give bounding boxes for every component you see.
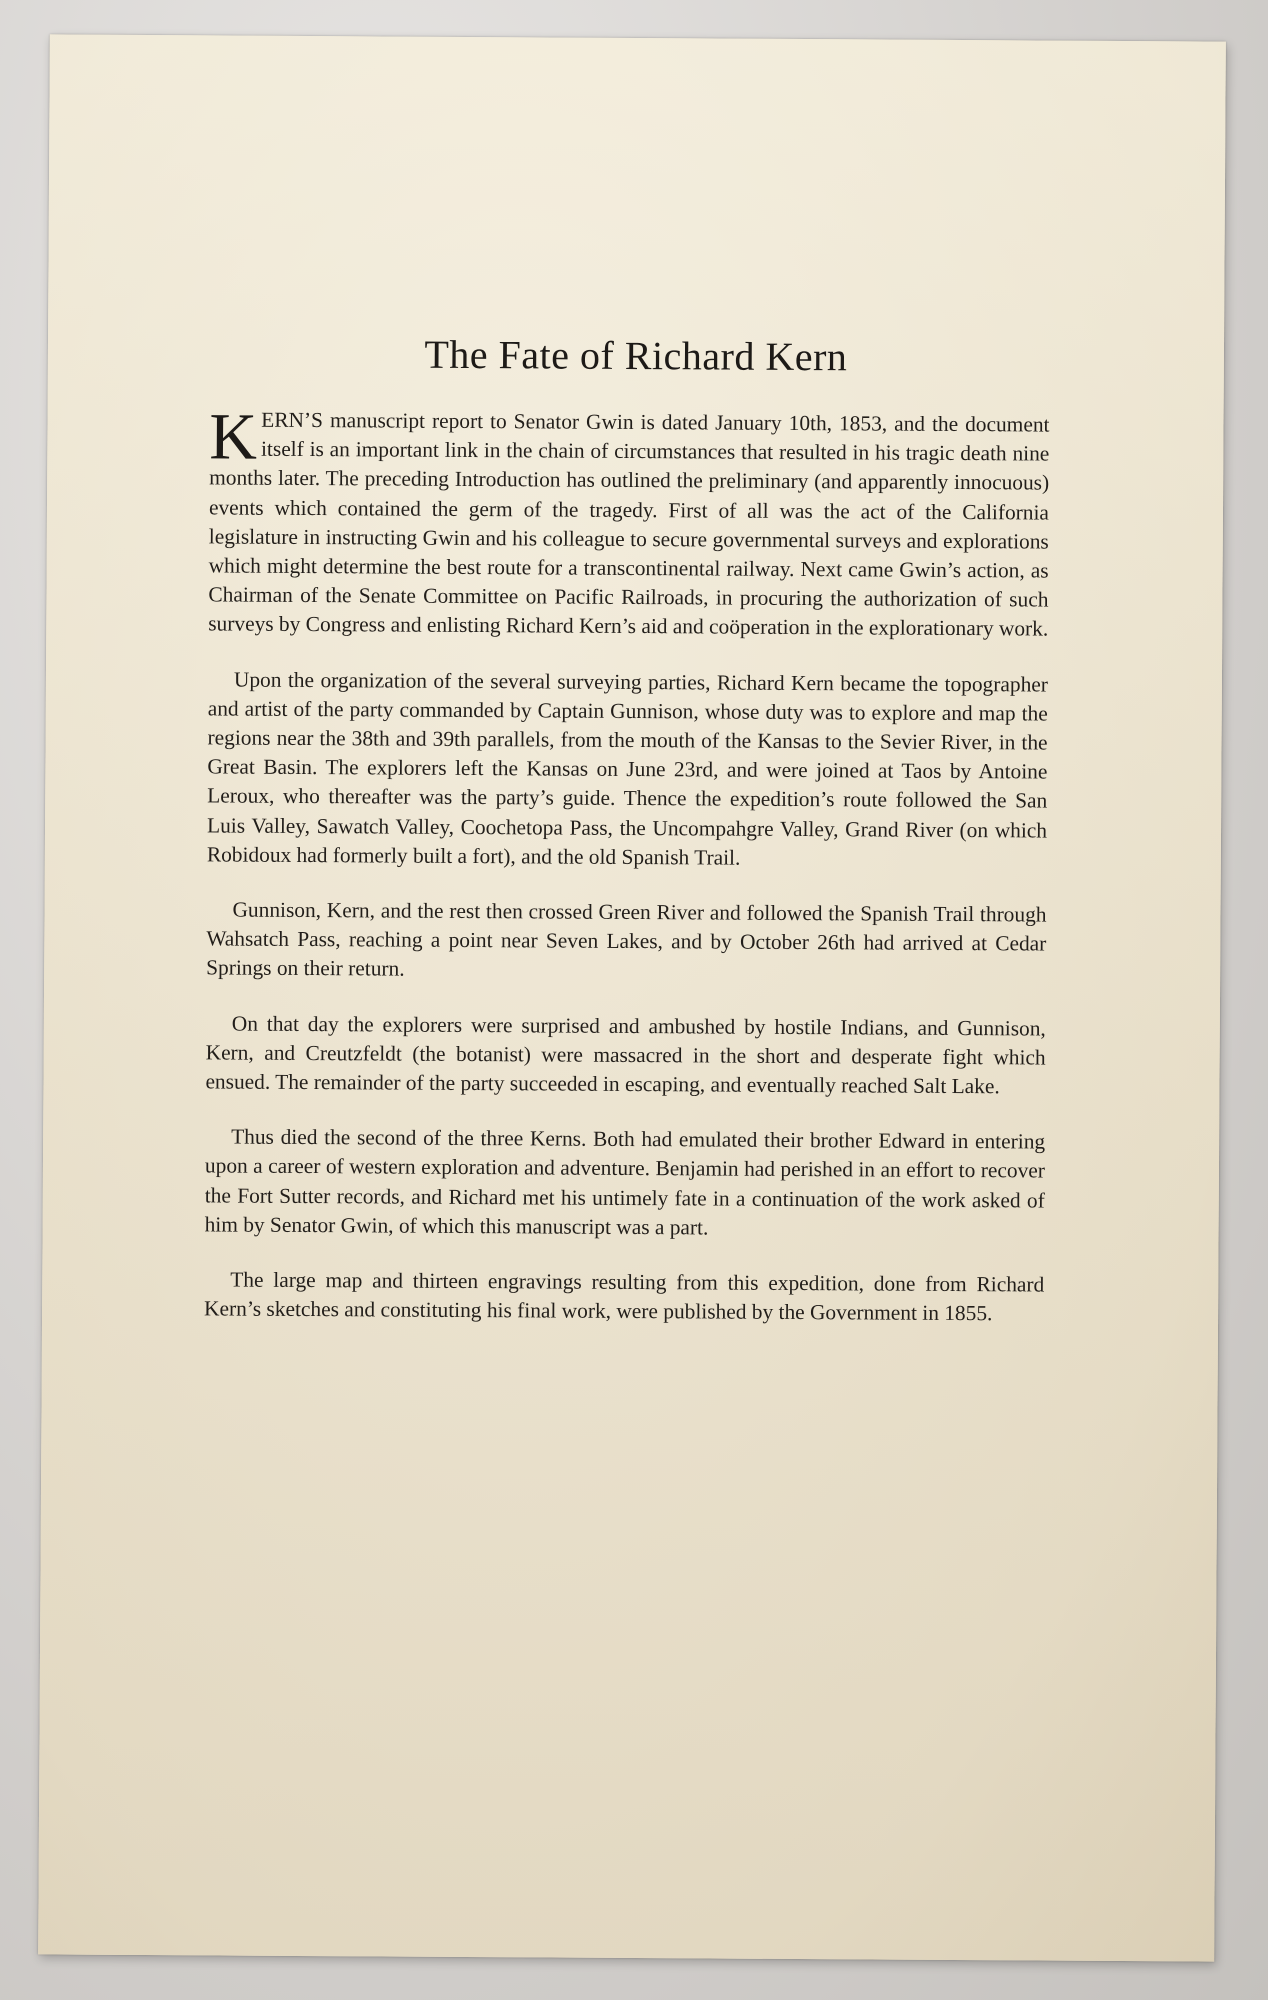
paragraph-1	[208, 400, 1050, 644]
paragraph-4: On that day the explorers were surprised and ambushed by hostile Indians, and Gunnison, Kern, and Creutzfeldt (the botanist) were massacred in the short and desperate fight which ensued. The remainder of the party succeeded in escaping, and eventually reached Salt Lake.	[205, 1011, 1046, 1099]
drop-cap-letter: K	[209, 400, 258, 474]
paragraph-5: Thus died the second of the three Kerns. Both had emulated their brother Edward in entering upon a career of western exploration and adventure. Benjamin had perished in an effort to recover the Fort Sutter records, and Richard met his untimely fate in a continuation of the work asked of him by Senator Gwin, of which this manuscript was a part.	[204, 1124, 1046, 1240]
paragraph-2: Upon the organization of the several surveying parties, Richard Kern became the topographer and artist of the party commanded by Captain Gunnison, whose duty was to explore and map the regions near the 38th and 39th parallels, from the mouth of the Kansas to the Sevier River, in the Great Basin. The explorers left the Kansas on June 23rd, and were joined at Taos by Antoine Leroux, who thereafter was the party’s guide. Thence the expedition’s route followed the San Luis Valley, Sawatch Valley, Coochetopa Pass, the Uncompahgre Valley, Grand River (on which Robidoux had formerly built a fort), and the old Spanish Trail.	[206, 667, 1048, 870]
paragraph-3: Gunnison, Kern, and the rest then crossed Green River and followed the Spanish Trail through Wahsatch Pass, reaching a point near Seven Lakes, and by October 26th had arrived at Cedar Springs on their return.	[206, 897, 1047, 982]
paragraph-1-text: ERN’S manuscript report to Senator Gwin is dated January 10th, 1853, and the document itself is an important link in the chain of circumstances that resulted in his tragic death nine months later. The preceding Introduction has outlined the preliminary (and apparently innocuous) events which contained the germ of the tragedy. First of all was the act of the California legislature in instructing Gwin and his colleague to secure governmental surveys and explorations which might determine the best route for a transcontinental railway. Next came Gwin’s action, as Chairman of the Senate Committee on Pacific Railroads, in procuring the authorization of such surveys by Congress and enlisting Richard Kern’s aid and coöperation in the explorationary work.	[208, 407, 1050, 641]
page-title: The Fate of Richard Kern	[424, 331, 848, 380]
paper-sheet	[38, 34, 1226, 1961]
article-body	[204, 400, 1050, 1355]
paragraph-6: The large map and thirteen engravings resulting from this expedition, done from Richard Kern’s sketches and constituting his final work, were published by the Government in 1855.	[204, 1267, 1045, 1326]
